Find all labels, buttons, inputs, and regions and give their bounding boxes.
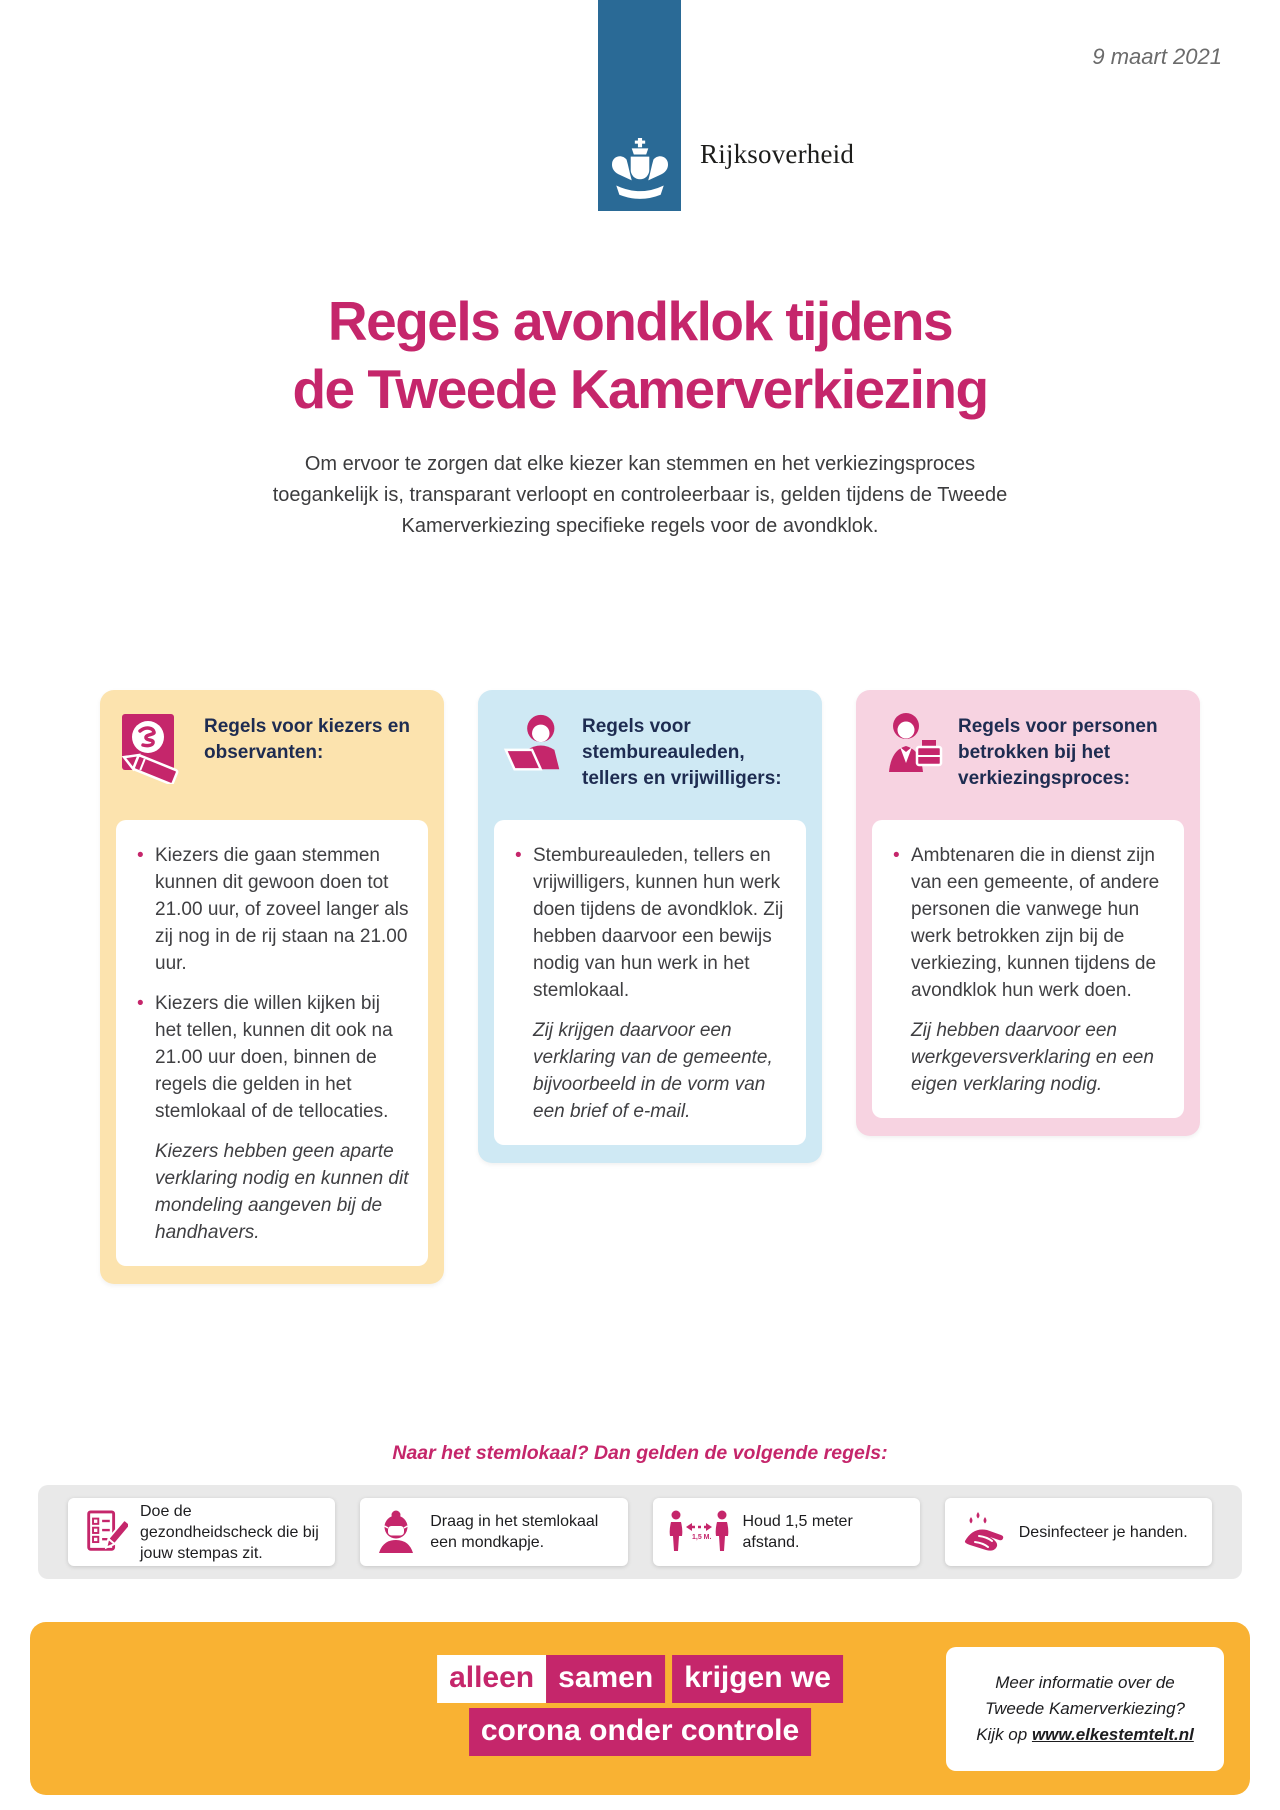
bullet-item: • Kiezers die gaan stemmen kunnen dit gewoon doen tot 21.00 uur, of zoveel langer als zij nog in de rij staan na 21.00 uur. xyxy=(136,842,410,977)
info-line3 xyxy=(956,1722,1214,1748)
elkestemtelt-link[interactable]: www.elkestemtelt.nl xyxy=(1031,1725,1194,1744)
intro-line: Om ervoor te zorgen dat elke kiezer kan stemmen en het verkiezingsproces xyxy=(304,453,976,475)
card-stembureauleden-note: Zij krijgen daarvoor een verklaring van de gemeente, bijvoorbeeld in de vorm van een brief of e-mail. xyxy=(533,1020,773,1122)
info-line2: Tweede Kamerverkiezing? xyxy=(985,1699,1185,1718)
card-kiezers-title: Regels voor kiezers en observanten: xyxy=(204,716,410,763)
rule-card-mondkapje xyxy=(360,1498,627,1566)
card-personen-note: Zij hebben daarvoor een werkgeversverklaring en een eigen verklaring nodig. xyxy=(911,1020,1154,1095)
card-stembureauleden xyxy=(478,690,822,1163)
info-line1: Meer informatie over de xyxy=(995,1673,1175,1692)
card-stembureauleden-title: Regels voor stembureauleden, tellers en vrijwilligers: xyxy=(582,716,782,789)
document-date: 9 maart 2021 xyxy=(1092,44,1222,69)
info-prefix: Kijk op xyxy=(976,1725,1032,1744)
stemlokaal-rules-strip xyxy=(38,1485,1242,1579)
card-stembureauleden-body xyxy=(494,820,806,1145)
health-check-icon xyxy=(82,1509,128,1555)
page-title-line1: Regels avondklok tijdens xyxy=(327,290,953,352)
slogan-word-samen: samen xyxy=(546,1655,665,1703)
rijksoverheid-coat-of-arms-icon xyxy=(611,138,669,202)
card-stembureauleden-header xyxy=(478,712,822,808)
rule-text-gezondheidscheck: Doe de gezondheidscheck die bij jouw stempas zit. xyxy=(140,1502,319,1562)
stemlokaal-rules-title: Naar het stemlokaal? Dan gelden de volgende regels: xyxy=(392,1442,888,1464)
distance-icon-label: 1,5 M. xyxy=(691,1534,711,1541)
card-kiezers-header xyxy=(100,712,444,808)
page-title xyxy=(0,288,1280,423)
intro-line: Kamerverkiezing specifieke regels voor de avondklok. xyxy=(401,515,879,537)
intro-paragraph xyxy=(0,449,1280,542)
slogan-line1 xyxy=(437,1655,843,1703)
distance-icon xyxy=(667,1509,731,1555)
laptop-person-icon xyxy=(498,712,568,783)
rijksoverheid-ribbon xyxy=(598,0,681,211)
rijksoverheid-wordmark: Rijksoverheid xyxy=(700,139,855,169)
card-personen-verkiezingsproces xyxy=(856,690,1200,1136)
bullet-item: • Ambtenaren die in dienst zijn van een gemeente, of andere personen die vanwege hun werk betrokken zijn bij de verkiezing, kunnen tijdens de avondklok hun werk doen. xyxy=(892,842,1166,1004)
rule-cards-row xyxy=(100,690,1200,1284)
face-mask-icon xyxy=(374,1509,418,1555)
card-kiezers-note: Kiezers hebben geen aparte verklaring nodig en kunnen dit mondeling aangeven bij de handhavers. xyxy=(155,1141,409,1243)
bullet-item: • Kiezers die willen kijken bij het tellen, kunnen dit ook na 21.00 uur doen, binnen de regels die gelden in het stemlokaal of de tellocaties. xyxy=(136,990,410,1125)
rule-card-afstand xyxy=(653,1498,920,1566)
page-title-line2: de Tweede Kamerverkiezing xyxy=(292,357,988,420)
hand-wash-icon xyxy=(959,1509,1007,1555)
card-kiezers-body xyxy=(116,820,428,1266)
more-info-box xyxy=(946,1647,1224,1771)
slogan-word-alleen: alleen xyxy=(437,1655,546,1703)
rule-text-desinfecteer: Desinfecteer je handen. xyxy=(1018,1523,1188,1541)
card-personen-body xyxy=(872,820,1184,1118)
rule-card-desinfecteer xyxy=(945,1498,1212,1566)
intro-line: toegankelijk is, transparant verloopt en controleerbaar is, gelden tijdens de Tweede xyxy=(272,484,1008,506)
slogan-word-krijgen-we: krijgen we xyxy=(672,1655,843,1703)
card-personen-header xyxy=(856,712,1200,808)
slogan-line2 xyxy=(469,1708,811,1756)
bullet-item: • Stembureauleden, tellers en vrijwilligers, kunnen hun werk doen tijdens de avondklok. Zij hebben daarvoor een bewijs nodig van hun werk in het stemlokaal. xyxy=(514,842,788,1004)
rule-text-afstand: Houd 1,5 meter afstand. xyxy=(742,1513,853,1551)
campaign-footer xyxy=(30,1622,1250,1795)
campaign-slogan xyxy=(437,1655,843,1756)
briefcase-person-icon xyxy=(876,712,944,781)
card-kiezers-en-observanten xyxy=(100,690,444,1284)
rule-card-gezondheidscheck xyxy=(68,1498,335,1566)
rule-text-mondkapje: Draag in het stemlokaal een mondkapje. xyxy=(430,1513,599,1551)
slogan-corona-onder-controle: corona onder controle xyxy=(469,1708,811,1756)
ballot-pencil-icon xyxy=(120,712,190,789)
card-personen-title: Regels voor personen betrokken bij het verkiezingsproces: xyxy=(958,716,1158,789)
